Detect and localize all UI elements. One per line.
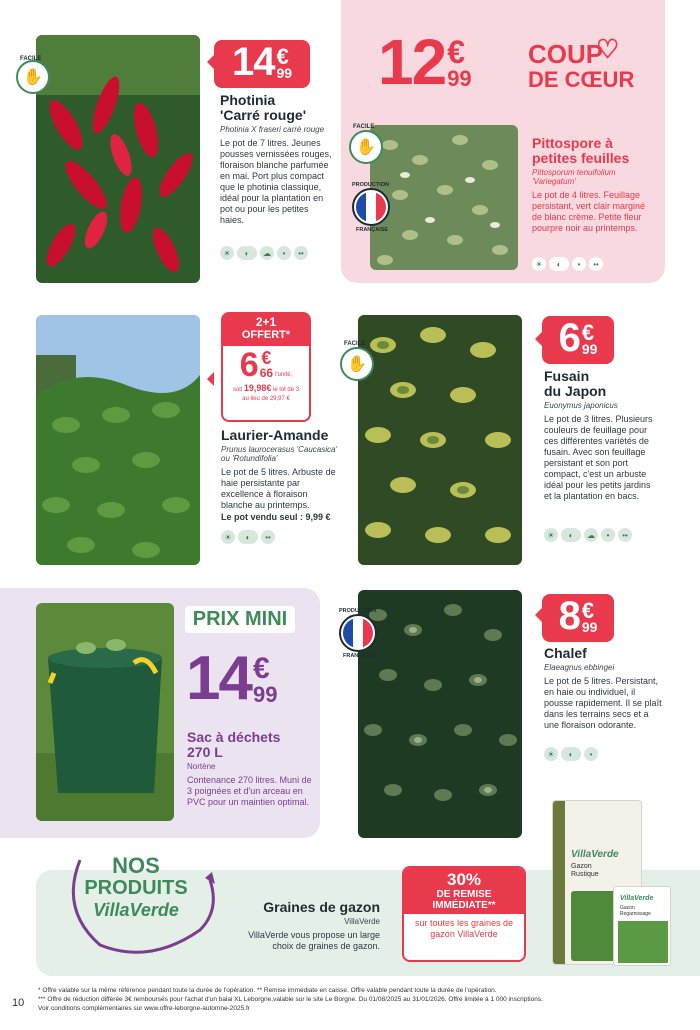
- sun-icon: ☀: [220, 246, 234, 260]
- water-drop-icon: •: [601, 528, 615, 542]
- product-description: Le pot de 4 litres. Feuillage persistant, vert clair marginé de blanc crème. Petite fleur pourpre noir au printemps.: [532, 190, 646, 233]
- water-drop-icon: •: [584, 747, 598, 761]
- facile-label: FACILE: [20, 56, 42, 62]
- price-arrow: [207, 372, 214, 386]
- product-description: Contenance 270 litres. Muni de 3 poignées et d'un arceau en PVC pour un maintien optimal.: [187, 775, 312, 807]
- product-description: Le pot de 5 litres. Persistant, en haie ou individuel, il pousse rapidement. Il se plaît dans les terrains secs et a une floraison odorante.: [544, 676, 662, 730]
- prix-mini-label: PRIX MINI: [180, 604, 300, 634]
- latin-name: Prunus laurocerasus 'Caucasica': [221, 445, 337, 454]
- product-title: du Japon: [544, 383, 607, 399]
- product-title: 270 L: [187, 744, 223, 760]
- remise-box: 30% DE REMISE IMMÉDIATE** sur toutes les graines de gazon VillaVerde: [402, 866, 526, 962]
- water-drop-icon: •: [277, 246, 291, 260]
- francaise-label: FRANÇAISE: [356, 227, 389, 233]
- production-francaise-badge: [339, 614, 377, 652]
- product-title: Graines de gazon: [263, 899, 380, 915]
- product-title: Sac à déchets: [187, 729, 281, 745]
- care-icons: [544, 747, 598, 761]
- photinia-info: [220, 93, 335, 226]
- fusain-price: 6 € 99: [542, 316, 614, 364]
- pittospore-info: [532, 136, 657, 234]
- facile-badge: ✋: [16, 60, 50, 94]
- sac-photo: [36, 603, 174, 821]
- heart-icon: ♡: [596, 34, 620, 64]
- product-title: Fusain: [544, 368, 590, 384]
- chalef-info: [544, 646, 662, 731]
- latin-name: 'Variegatum': [532, 177, 576, 186]
- product-title: Chalef: [544, 645, 587, 661]
- sac-info: [187, 730, 312, 808]
- brand-name: VillaVerde: [344, 917, 380, 926]
- chalef-price: 8 € 99: [542, 594, 614, 642]
- facile-label: FACILE: [344, 341, 366, 347]
- product-description: Le pot de 3 litres. Plusieurs couleurs de feuillage pour ces différentes variétés de fusain. Avec son feuillage persistant et son port compact, c'est un arbuste idéal pour les petits jardins et la plantation en bacs.: [544, 414, 653, 501]
- photinia-price: 14 € 99: [214, 40, 310, 88]
- shade-icon: ◐: [237, 246, 257, 260]
- production-label: PRODUCTION: [339, 608, 376, 614]
- sun-icon: ☀: [532, 257, 546, 271]
- latin-name: Elaeagnus ebbingei: [544, 663, 615, 672]
- price-arrow: [207, 55, 214, 69]
- pittospore-price: 12 € 99: [378, 26, 472, 98]
- offer-badge: 2+1 OFFERT*: [221, 312, 311, 346]
- facile-badge: ✋: [349, 130, 383, 164]
- gazon-rustique-pack: VillaVerde Gazon Rustique: [552, 800, 642, 965]
- gazon-regarnissage-pack: VillaVerde Gazon Regarnissage: [613, 886, 671, 966]
- care-icons: [220, 246, 308, 260]
- nos-produits-villaverde-logo: NOS PRODUITS VillaVerde: [84, 853, 188, 920]
- facile-label: FACILE: [353, 124, 375, 130]
- water-drops-icon: ••: [589, 257, 603, 271]
- fusain-photo: [358, 315, 522, 565]
- water-drops-icon: ••: [618, 528, 632, 542]
- latin-name: Pittosporum tenuifolium: [532, 168, 616, 177]
- latin-name: Euonymus japonicus: [544, 401, 618, 410]
- product-title: Laurier-Amande: [221, 427, 329, 443]
- product-description: Le pot de 7 litres. Jeunes pousses vernissées rouges, floraison blanche parfumée en mai. Port plus compact que le photinia classique, idéal pour la plantation en pot ou pour les petites haies.: [220, 138, 332, 225]
- page-number: 10: [12, 997, 25, 1009]
- product-title: Pittospore à: [532, 135, 613, 151]
- sun-icon: ☀: [544, 528, 558, 542]
- facile-badge: ✋: [340, 347, 374, 381]
- laurier-photo: [36, 315, 200, 565]
- pittospore-photo: [370, 125, 518, 270]
- laurier-info: [221, 428, 341, 523]
- sac-price: 14 € 99: [186, 644, 278, 713]
- production-francaise-badge: [352, 188, 390, 226]
- sun-icon: ☀: [221, 530, 235, 544]
- price-arrow: [535, 332, 542, 346]
- photinia-photo: [36, 35, 200, 283]
- laurier-price-box: 6 € 66 l'unité, soit 19,98€ le lot de 3 au lieu de 29,97 €: [221, 346, 311, 422]
- product-description: VillaVerde vous propose un large choix de graines de gazon.: [248, 930, 380, 951]
- care-icons: [532, 257, 603, 271]
- latin-name: ou 'Rotundifolia': [221, 454, 278, 463]
- shade-icon: ◐: [561, 747, 581, 761]
- water-drops-icon: ••: [261, 530, 275, 544]
- coup-de-coeur-logo: COUP DE CŒUR ♡: [528, 34, 635, 92]
- water-drop-icon: •: [572, 257, 586, 271]
- cloud-icon: ☁: [584, 528, 598, 542]
- product-title: petites feuilles: [532, 150, 630, 166]
- brand-name: Nortène: [187, 762, 216, 771]
- shade-icon: ◐: [549, 257, 569, 271]
- care-icons: [221, 530, 275, 544]
- product-description: Le pot de 5 litres. Arbuste de haie persistante par excellence à floraison blanche au printemps.: [221, 467, 336, 510]
- legal-notes: * Offre valable sur la même référence pendant toute la durée de l'opération. ** Remise immédiate en caisse. Offre valable pendant toute la durée de l'opération. *** Offre de réduction différée 3€ remboursés pour l'achat d'un balai XL Leborgne,valable sur le site Le Borgne. Du 01/08/2025 au 31/01/2026. Offre limitée à 1 000 inscriptions. Voir conditions complémentaires sur www.offre-leborgne-automne-2025.fr: [38, 987, 543, 1012]
- shade-icon: ◐: [561, 528, 581, 542]
- francaise-label: FRANÇAISE: [343, 653, 376, 659]
- water-drops-icon: ••: [294, 246, 308, 260]
- latin-name: Photinia X fraseri carré rouge: [220, 125, 325, 134]
- care-icons: [544, 528, 632, 542]
- sun-icon: ☀: [544, 747, 558, 761]
- fusain-info: [544, 369, 656, 502]
- sold-alone-price: Le pot vendu seul : 9,99 €: [221, 512, 331, 522]
- chalef-photo: [358, 590, 522, 838]
- product-title: Photinia: [220, 92, 276, 108]
- product-title: 'Carré rouge': [220, 107, 307, 123]
- swoosh-icon: [60, 850, 220, 960]
- cloud-icon: ☁: [260, 246, 274, 260]
- graines-info: [240, 900, 380, 952]
- shade-icon: ◐: [238, 530, 258, 544]
- price-arrow: [535, 608, 542, 622]
- production-label: PRODUCTION: [352, 182, 389, 188]
